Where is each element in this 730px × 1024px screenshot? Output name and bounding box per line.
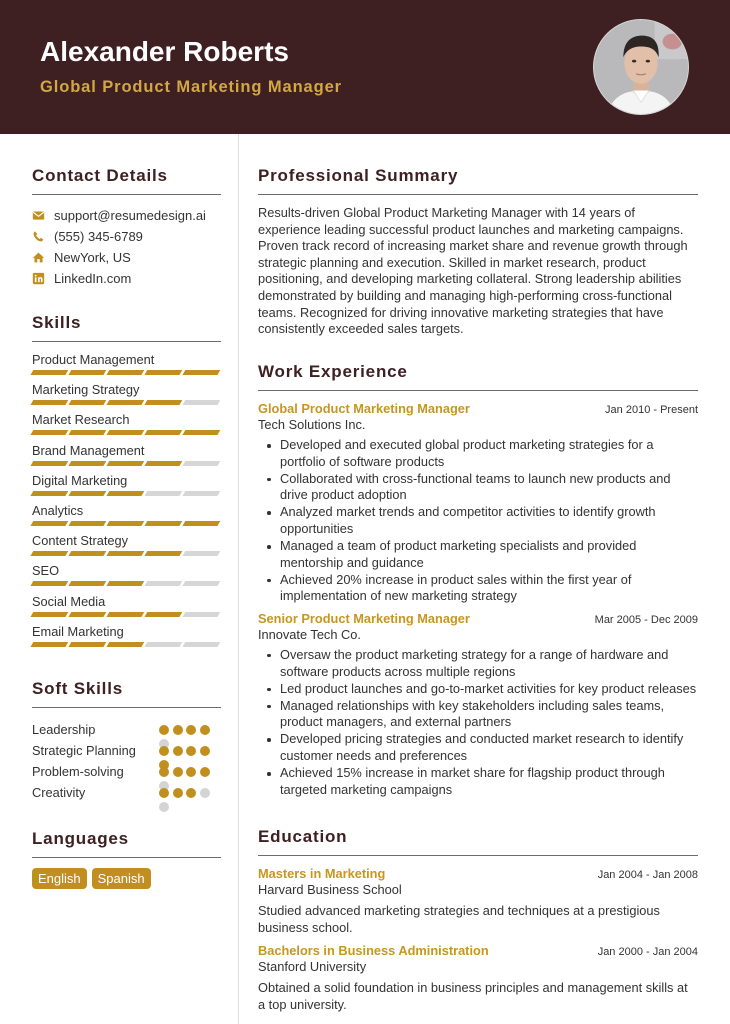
skill-rating-bar — [32, 581, 221, 586]
language-badge: Spanish — [92, 868, 151, 889]
rating-dot-icon — [200, 788, 210, 798]
linkedin-icon — [32, 272, 45, 285]
job-bullet: Managed a team of product marketing specialists and provided mentorship and guidance — [280, 538, 698, 571]
rating-segment — [183, 370, 221, 375]
skills-section — [32, 313, 221, 654]
rating-dot-icon — [159, 767, 169, 777]
job-header — [258, 611, 698, 626]
skill-label: Content Strategy — [32, 533, 129, 549]
languages-section — [32, 829, 221, 889]
education-header — [258, 866, 698, 881]
summary-section-title: Professional Summary — [258, 166, 698, 195]
rating-segment — [183, 430, 221, 435]
job-bullet: Managed relationships with key stakeholders including sales teams, product managers, and external partners — [280, 698, 698, 731]
job-bullet: Oversaw the product marketing strategy for a range of hardware and software products across multiple regions — [280, 647, 698, 680]
sidebar — [0, 134, 239, 1024]
rating-dot-icon — [186, 788, 196, 798]
skill-item — [32, 443, 221, 473]
education-list — [258, 866, 698, 1013]
rating-segment — [145, 491, 183, 496]
skill-item — [32, 563, 221, 593]
job-bullet: Developed and executed global product marketing strategies for a portfolio of software products — [280, 437, 698, 470]
contact-item[interactable] — [32, 268, 221, 289]
skills-list — [32, 352, 221, 654]
rating-segment — [31, 612, 69, 617]
contact-list — [32, 205, 221, 289]
rating-segment — [31, 370, 69, 375]
rating-segment — [145, 370, 183, 375]
skill-label: Brand Management — [32, 442, 145, 458]
rating-segment — [31, 521, 69, 526]
rating-segment — [183, 491, 221, 496]
skill-label: Product Management — [32, 352, 155, 367]
job-bullet: Led product launches and go-to-market activities for key product releases — [280, 680, 697, 696]
education-section — [258, 827, 698, 1020]
resume-header — [0, 0, 730, 134]
summary-text: Results-driven Global Product Marketing Manager with 14 years of experience leading successful product launches and marketing campaigns. Proven track record of increasing market share and revenue growth through strategic planning and execution. Skilled in market research, product positioning, and developing marketing collateral. Strong leadership abilities demonstrated by building and managing high-performing cross-functional teams. Recognized for driving innovative marketing strategies that have consistently exceeded sales targets. — [258, 205, 688, 337]
rating-segment — [107, 461, 145, 466]
rating-segment — [145, 430, 183, 435]
rating-segment — [69, 521, 107, 526]
skill-item — [32, 594, 221, 624]
rating-segment — [107, 400, 145, 405]
skill-label: SEO — [32, 563, 60, 579]
contact-section — [32, 166, 221, 289]
profile-photo-icon — [594, 20, 688, 114]
candidate-name: Alexander Roberts — [40, 36, 289, 67]
rating-segment — [107, 581, 145, 586]
job-bullet: Analyzed market trends and competitor activities to identify growth opportunities — [280, 504, 698, 537]
skill-item — [32, 412, 221, 442]
rating-segment — [183, 521, 221, 526]
experience-section-title: Work Experience — [258, 362, 698, 391]
envelope-icon — [32, 209, 45, 222]
rating-dot-icon — [159, 746, 169, 756]
rating-segment — [183, 400, 221, 405]
skill-item — [32, 624, 221, 654]
rating-dot-icon — [200, 746, 210, 756]
rating-segment — [145, 642, 183, 647]
skill-label: Analytics — [32, 502, 84, 518]
rating-segment — [145, 551, 183, 556]
education-entry — [258, 943, 698, 1013]
rating-segment — [69, 491, 107, 496]
jobs-list — [258, 401, 698, 798]
contact-item[interactable] — [32, 247, 221, 268]
education-date: Jan 2004 - Jan 2008 — [597, 869, 698, 881]
rating-dot-icon — [200, 767, 210, 777]
rating-segment — [31, 581, 69, 586]
education-description: Studied advanced marketing strategies and techniques at a prestigious business school. — [258, 903, 660, 935]
job-header — [258, 401, 698, 416]
job-bullet: Developed pricing strategies and conducted market research to identify customer needs and preferences — [280, 731, 698, 764]
job-title: Global Product Marketing Manager — [258, 401, 470, 416]
rating-dot-icon — [173, 788, 183, 798]
candidate-title: Global Product Marketing Manager — [40, 78, 343, 96]
rating-dot-icon — [173, 725, 183, 735]
skill-item — [32, 382, 221, 412]
skill-rating-bar — [32, 400, 221, 405]
rating-segment — [183, 551, 221, 556]
skill-label: Marketing Strategy — [32, 382, 140, 398]
skill-rating-bar — [32, 491, 221, 496]
avatar — [593, 19, 689, 115]
skill-item — [32, 503, 221, 533]
rating-segment — [69, 581, 107, 586]
soft-skill-item — [32, 783, 221, 804]
job-entry — [258, 611, 698, 798]
skill-item — [32, 533, 221, 563]
rating-segment — [31, 642, 69, 647]
rating-dot-icon — [159, 802, 169, 812]
education-description: Obtained a solid foundation in business principles and management skills at a top university. — [258, 980, 688, 1012]
language-badge: English — [32, 868, 87, 889]
soft-skill-label: Problem-solving — [32, 764, 124, 779]
rating-segment — [145, 461, 183, 466]
skill-item — [32, 352, 221, 382]
rating-segment — [145, 400, 183, 405]
degree-title: Bachelors in Business Administration — [258, 943, 489, 958]
rating-segment — [183, 461, 221, 466]
contact-text: NewYork, US — [54, 250, 131, 265]
skill-label: Email Marketing — [32, 623, 124, 639]
skill-label: Market Research — [32, 412, 130, 428]
job-bullet: Achieved 15% increase in market share for flagship product through targeted marketing campaigns — [280, 765, 698, 798]
skill-rating-bar — [32, 461, 221, 466]
contact-item[interactable] — [32, 226, 221, 247]
job-company: Tech Solutions Inc. — [258, 417, 366, 432]
skill-rating-bar — [32, 612, 221, 617]
rating-segment — [183, 581, 221, 586]
rating-segment — [69, 551, 107, 556]
rating-segment — [183, 642, 221, 647]
education-section-title: Education — [258, 827, 698, 856]
summary-section — [258, 166, 698, 338]
job-entry — [258, 401, 698, 605]
rating-segment — [31, 430, 69, 435]
rating-dot-icon — [186, 767, 196, 777]
rating-segment — [145, 612, 183, 617]
rating-segment — [183, 612, 221, 617]
school-name: Harvard Business School — [258, 882, 402, 897]
soft-skill-item — [32, 741, 221, 762]
soft-skills-section — [32, 679, 221, 804]
job-company: Innovate Tech Co. — [258, 626, 361, 642]
skill-rating-bar — [32, 521, 221, 526]
rating-dot-icon — [200, 725, 210, 735]
rating-dot-icon — [159, 725, 169, 735]
phone-icon — [32, 230, 45, 243]
skill-label: Digital Marketing — [32, 472, 128, 488]
soft-skill-item — [32, 720, 221, 741]
education-entry — [258, 866, 698, 936]
languages-list — [32, 868, 221, 889]
rating-dot-icon — [186, 746, 196, 756]
job-bullet: Collaborated with cross-functional teams to launch new products and drive product adoption — [280, 471, 698, 504]
job-bullets — [258, 647, 698, 798]
rating-segment — [31, 491, 69, 496]
rating-segment — [107, 612, 145, 617]
job-bullet: Achieved 20% increase in product sales within the first year of implementation of new marketing strategy — [280, 572, 698, 605]
school-name: Stanford University — [258, 959, 367, 974]
rating-segment — [31, 461, 69, 466]
rating-segment — [69, 612, 107, 617]
rating-segment — [31, 551, 69, 556]
job-bullets — [258, 437, 698, 605]
main-content — [240, 134, 730, 1024]
rating-dot-icon — [186, 725, 196, 735]
job-title: Senior Product Marketing Manager — [258, 610, 470, 626]
skill-label: Social Media — [32, 593, 106, 609]
rating-dot-icon — [173, 746, 183, 756]
rating-segment — [145, 581, 183, 586]
rating-segment — [69, 430, 107, 435]
skill-item — [32, 473, 221, 503]
soft-skill-label: Strategic Planning — [32, 743, 136, 758]
rating-segment — [107, 521, 145, 526]
rating-dot-icon — [159, 788, 169, 798]
soft-skill-label: Creativity — [32, 785, 86, 800]
rating-segment — [107, 491, 145, 496]
skills-section-title: Skills — [32, 313, 221, 342]
rating-segment — [107, 430, 145, 435]
soft-skills-section-title: Soft Skills — [32, 679, 221, 708]
rating-dot-icon — [173, 767, 183, 777]
rating-segment — [145, 521, 183, 526]
home-icon — [32, 251, 45, 264]
skill-rating-bar — [32, 642, 221, 647]
skill-rating-bar — [32, 551, 221, 556]
rating-segment — [107, 370, 145, 375]
rating-segment — [69, 461, 107, 466]
rating-segment — [107, 642, 145, 647]
degree-title: Masters in Marketing — [258, 866, 386, 881]
contact-text: LinkedIn.com — [54, 271, 132, 286]
skill-rating-bar — [32, 370, 221, 375]
contact-item[interactable] — [32, 205, 221, 226]
soft-skills-list — [32, 718, 221, 804]
soft-skill-label: Leadership — [32, 722, 96, 737]
experience-section — [258, 362, 698, 804]
skill-rating-bar — [32, 430, 221, 435]
job-date: Jan 2010 - Present — [605, 404, 698, 416]
contact-text: (555) 345-6789 — [54, 229, 143, 244]
soft-skill-item — [32, 762, 221, 783]
job-date: Mar 2005 - Dec 2009 — [594, 613, 698, 626]
soft-skill-rating-dots — [159, 788, 211, 812]
contact-text: support@resumedesign.ai — [54, 208, 206, 223]
education-header — [258, 943, 698, 958]
rating-segment — [107, 551, 145, 556]
contact-section-title: Contact Details — [32, 166, 221, 195]
education-date: Jan 2000 - Jan 2004 — [597, 946, 698, 958]
rating-segment — [69, 370, 107, 375]
languages-section-title: Languages — [32, 829, 221, 858]
rating-segment — [69, 642, 107, 647]
rating-segment — [69, 400, 107, 405]
rating-segment — [31, 400, 69, 405]
